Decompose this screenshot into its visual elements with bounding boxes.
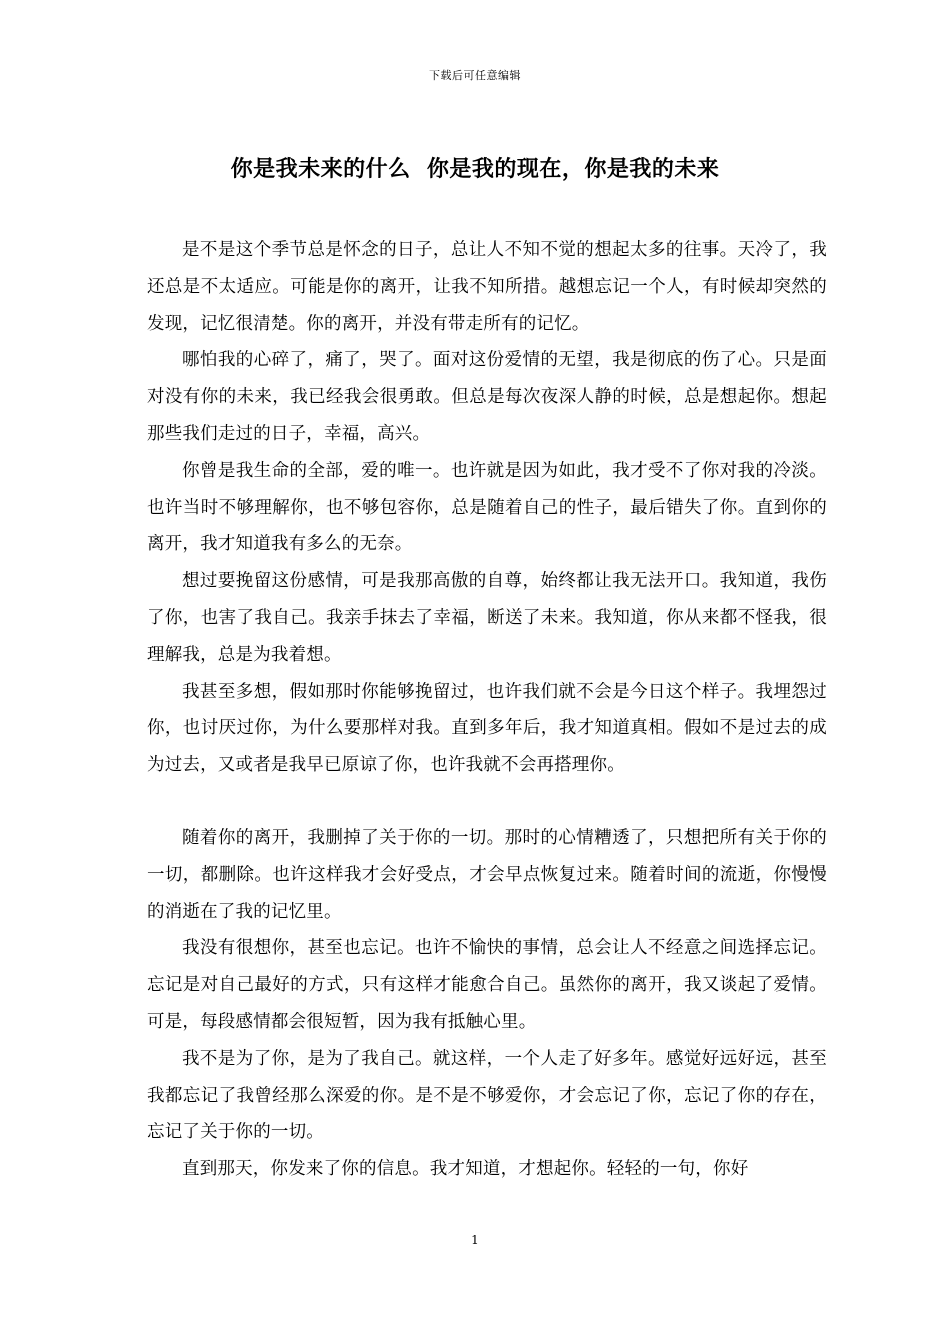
page-header-note: 下载后可任意编辑 [429,69,521,82]
paragraph: 是不是这个季节总是怀念的日子，总让人不知不觉的想起太多的往事。天冷了，我还总是不太适应。可能是你的离开，让我不知所措。越想忘记一个人，有时候却突然的发现，记忆很清楚。你的离开，并没有带走所有的记忆。 [147,240,827,334]
document-body [147,232,827,1188]
page-number: 1 [471,1233,479,1247]
paragraph: 随着你的离开，我删掉了关于你的一切。那时的心情糟透了，只想把所有关于你的一切，都删除。也许这样我才会好受点，才会早点恢复过来。随着时间的流逝，你慢慢的消逝在了我的记忆里。 [147,827,827,922]
document-title: 你是我未来的什么 你是我的现在，你是我的未来 [230,156,720,182]
paragraph: 我甚至多想，假如那时你能够挽留过，也许我们就不会是今日这个样子。我埋怨过你，也讨厌过你，为什么要那样对我。直到多年后，我才知道真相。假如不是过去的成为过去，又或者是我早已原谅了你，也许我就不会再搭理你。 [147,681,827,776]
paragraph: 你曾是我生命的全部，爱的唯一。也许就是因为如此，我才受不了你对我的冷淡。也许当时不够理解你，也不够包容你，总是随着自己的性子，最后错失了你。直到你的离开，我才知道我有多么的无奈。 [147,460,827,555]
paragraph: 哪怕我的心碎了，痛了，哭了。面对这份爱情的无望，我是彻底的伤了心。只是面对没有你的未来，我已经我会很勇敢。但总是每次夜深人静的时候，总是想起你。想起那些我们走过的日子，幸福，高兴。 [147,350,827,444]
paragraph: 我不是为了你，是为了我自己。就这样，一个人走了好多年。感觉好远好远，甚至我都忘记了我曾经那么深爱的你。是不是不够爱你，才会忘记了你，忘记了你的存在，忘记了关于你的一切。 [147,1048,827,1143]
paragraph: 想过要挽留这份感情，可是我那高傲的自尊，始终都让我无法开口。我知道，我伤了你，也害了我自己。我亲手抹去了幸福，断送了未来。我知道，你从来都不怪我，很理解我，总是为我着想。 [147,571,827,665]
paragraph: 直到那天，你发来了你的信息。我才知道，才想起你。轻轻的一句，你好 [182,1159,749,1180]
paragraph: 我没有很想你，甚至也忘记。也许不愉快的事情，总会让人不经意之间选择忘记。忘记是对自己最好的方式，只有这样才能愈合自己。虽然你的离开，我又谈起了爱情。可是，每段感情都会很短暂，因为我有抵触心里。 [147,938,827,1032]
